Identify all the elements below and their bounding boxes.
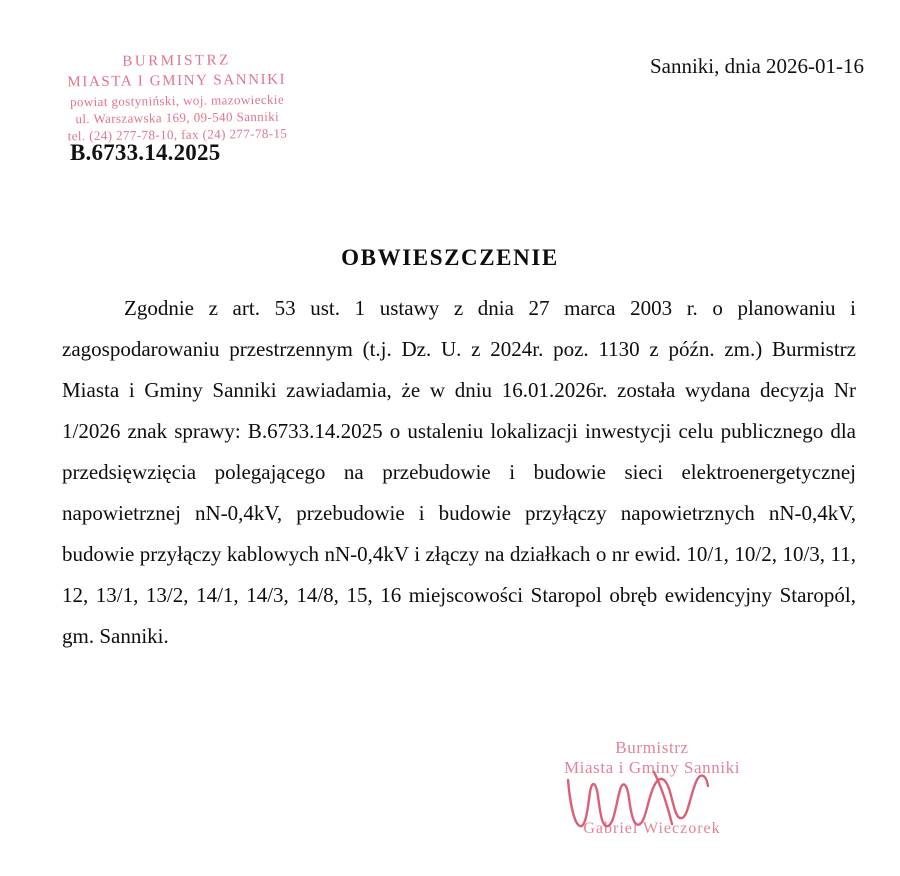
case-signature: B.6733.14.2025 [70,140,221,165]
page-title: OBWIESZCZENIE [341,245,559,270]
signature-role-line2: Miasta i Gminy Sanniki [563,758,741,777]
date-line: Sanniki, dnia 2026-01-16 [649,54,864,78]
signature-role-line1: Burmistrz [615,738,689,757]
stamp-line-county: powiat gostyniński, woj. mazowieckie [69,91,285,109]
stamp-line-address: ul. Warszawska 169, 09-540 Sanniki [75,108,280,126]
body-paragraph: Zgodnie z art. 53 ust. 1 ustawy z dnia 27 marca 2003 r. o planowaniu i zagospodarowaniu przestrzennym (t.j. Dz. U. z 2024r. poz. 1130 z późn. zm.) Burmistrz Miasta i Gminy Sanniki zawiadamia, że w dniu 16.01.2026r. została wydana decyzja Nr 1/2026 znak sprawy: B.6733.14.2025 o ustaleniu lokalizacji inwestycji celu publicznego dla przedsięwzięcia polegającego na przebudowie i budowie sieci elektroenergetycznej napowietrznej nN-0,4kV, przebudowie i budowie przyłączy napowietrznych nN-0,4kV, budowie przyłączy kablowych nN-0,4kV i złączy na działkach o nr ewid. 10/1, 10/2, 10/3, 11, 12, 13/1, 13/2, 14/1, 14/3, 14/8, 15, 16 miejscowości Staropol obręb ewidencyjny Staropól, gm. Sanniki. [62,296,856,648]
signature-block [502,738,802,838]
office-stamp [21,50,332,145]
signature-name: Gabriel Wieczorek [583,820,721,837]
stamp-line-mayor: BURMISTRZ [122,52,231,70]
stamp-line-municipality: MIASTA I GMINY SANNIKI [67,71,287,91]
stamp-line-phone: tel. (24) 277-78-10, fax (24) 277-78-15 [67,125,288,144]
document-body [62,288,856,657]
